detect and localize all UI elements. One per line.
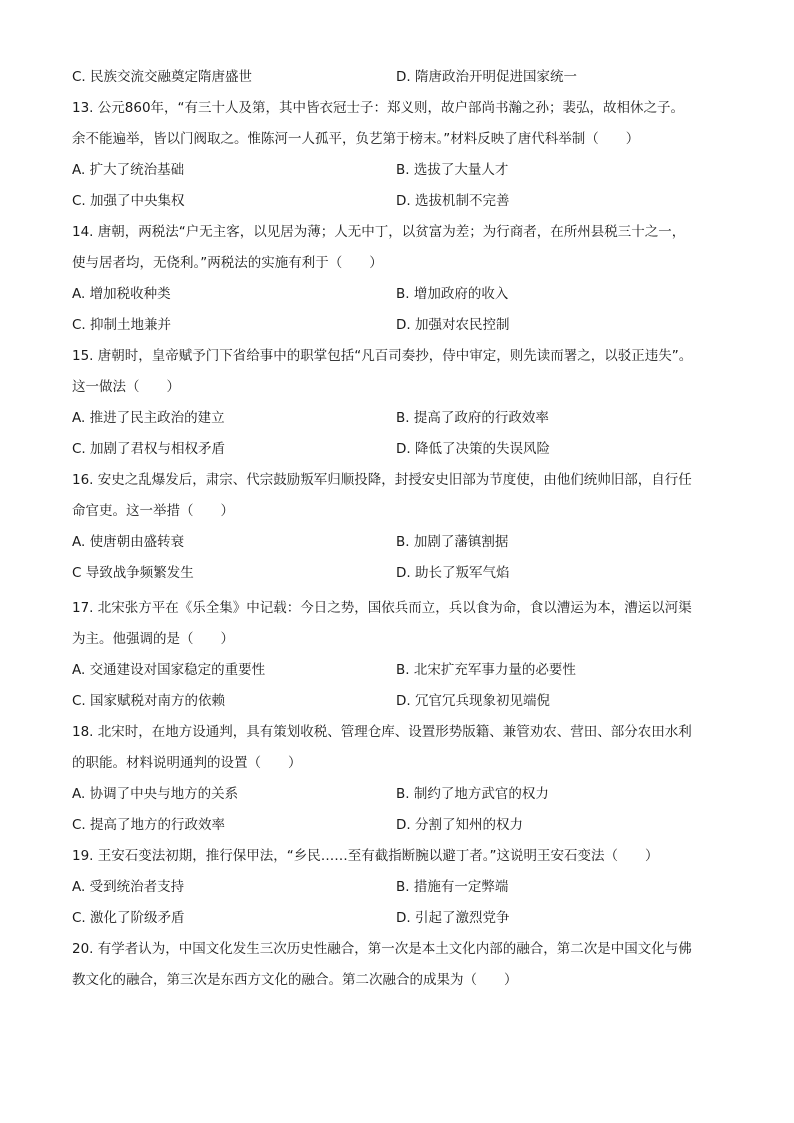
options-row — [72, 62, 722, 93]
question-20 — [72, 934, 722, 996]
option-c: C. 激化了阶级矛盾 — [72, 910, 185, 926]
option-b: B. 加剧了藩镇割据 — [396, 534, 509, 550]
question-stem: 余不能遍举，皆以门阀取之。惟陈河一人孤平，负艺第于榜末。”材料反映了唐代科举制（ ） — [72, 131, 640, 147]
option-b: B. 选拔了大量人才 — [396, 162, 509, 178]
question-stem: 14. 唐朝，两税法“户无主客，以见居为薄；人无中丁，以贫富为差；为行商者，在所州县税三十之一， — [72, 224, 686, 240]
options-row — [72, 903, 722, 934]
question-stem: 为主。他强调的是（ ） — [72, 631, 234, 647]
option-c: C. 加剧了君权与相权矛盾 — [72, 441, 226, 457]
options-row — [72, 558, 722, 589]
option-d: D. 引起了激烈党争 — [396, 910, 510, 926]
question-13 — [72, 93, 722, 217]
option-c: C 导致战争频繁发生 — [72, 565, 194, 581]
question-stem: 16. 安史之乱爆发后，肃宗、代宗鼓励叛军归顺投降，封授安史旧部为节度使，由他们统帅旧部，自行任 — [72, 472, 692, 488]
options-row — [72, 434, 722, 465]
question-stem: 使与居者均，无侥利。”两税法的实施有利于（ ） — [72, 255, 383, 271]
option-c: C. 提高了地方的行政效率 — [72, 817, 226, 833]
options-row — [72, 186, 722, 217]
option-c: C. 民族交流交融奠定隋唐盛世 — [72, 69, 253, 85]
option-c: C. 抑制土地兼并 — [72, 317, 172, 333]
option-d: D. 助长了叛军气焰 — [396, 565, 510, 581]
option-d: D. 隋唐政治开明促进国家统一 — [396, 69, 577, 85]
options-row — [72, 155, 722, 186]
option-a: A. 使唐朝由盛转衰 — [72, 534, 185, 550]
question-stem: 的职能。材料说明通判的设置（ ） — [72, 755, 302, 771]
question-sheet — [72, 62, 722, 996]
option-a: A. 交通建设对国家稳定的重要性 — [72, 662, 266, 678]
option-a: A. 扩大了统治基础 — [72, 162, 185, 178]
option-d: D. 冗官冗兵现象初见端倪 — [396, 693, 550, 709]
question-stem: 20. 有学者认为，中国文化发生三次历史性融合，第一次是本土文化内部的融合，第二次是中国文化与佛 — [72, 941, 692, 957]
question-stem: 18. 北宋时，在地方设通判，具有策划收税、管理仓库、设置形势版籍、兼管劝农、营田、部分农田水利 — [72, 724, 692, 740]
options-row — [72, 279, 722, 310]
question-stem: 19. 王安石变法初期，推行保甲法，“乡民……至有截指断腕以避丁者。”这说明王安石变法（ ） — [72, 848, 659, 864]
option-d: D. 分割了知州的权力 — [396, 817, 523, 833]
question-stem: 这一做法（ ） — [72, 379, 180, 395]
option-a: A. 增加税收种类 — [72, 286, 171, 302]
question-17 — [72, 593, 722, 717]
option-a: A. 受到统治者支持 — [72, 879, 185, 895]
options-row — [72, 779, 722, 810]
question-15 — [72, 341, 722, 465]
question-16 — [72, 465, 722, 589]
option-b: B. 提高了政府的行政效率 — [396, 410, 549, 426]
option-d: D. 加强对农民控制 — [396, 317, 510, 333]
option-b: B. 增加政府的收入 — [396, 286, 509, 302]
options-row — [72, 655, 722, 686]
question-18 — [72, 717, 722, 841]
options-row — [72, 310, 722, 341]
option-b: B. 措施有一定弊端 — [396, 879, 509, 895]
question-stem: 15. 唐朝时，皇帝赋予门下省给事中的职掌包括“凡百司奏抄，侍中审定，则先读而署之，以驳正违失”。 — [72, 348, 693, 364]
options-row — [72, 403, 722, 434]
question-14 — [72, 217, 722, 341]
question-stem: 13. 公元860年，“有三十人及第，其中皆衣冠士子：郑义则，故户部尚书瀚之孙；裴弘，故相休之子。 — [72, 100, 685, 116]
option-d: D. 选拔机制不完善 — [396, 193, 510, 209]
option-d: D. 降低了决策的失误风险 — [396, 441, 550, 457]
question-19 — [72, 841, 722, 934]
option-b: B. 制约了地方武官的权力 — [396, 786, 549, 802]
option-c: C. 国家赋税对南方的依赖 — [72, 693, 226, 709]
question-stem: 17. 北宋张方平在《乐全集》中记载：今日之势，国依兵而立，兵以食为命，食以漕运为本，漕运以河渠 — [72, 600, 692, 616]
options-row — [72, 527, 722, 558]
option-a: A. 推进了民主政治的建立 — [72, 410, 225, 426]
options-row — [72, 686, 722, 717]
option-a: A. 协调了中央与地方的关系 — [72, 786, 239, 802]
question-stem: 命官吏。这一举措（ ） — [72, 503, 234, 519]
options-row — [72, 872, 722, 903]
option-b: B. 北宋扩充军事力量的必要性 — [396, 662, 576, 678]
options-row — [72, 810, 722, 841]
option-c: C. 加强了中央集权 — [72, 193, 185, 209]
question-stem: 教文化的融合，第三次是东西方文化的融合。第二次融合的成果为（ ） — [72, 972, 518, 988]
